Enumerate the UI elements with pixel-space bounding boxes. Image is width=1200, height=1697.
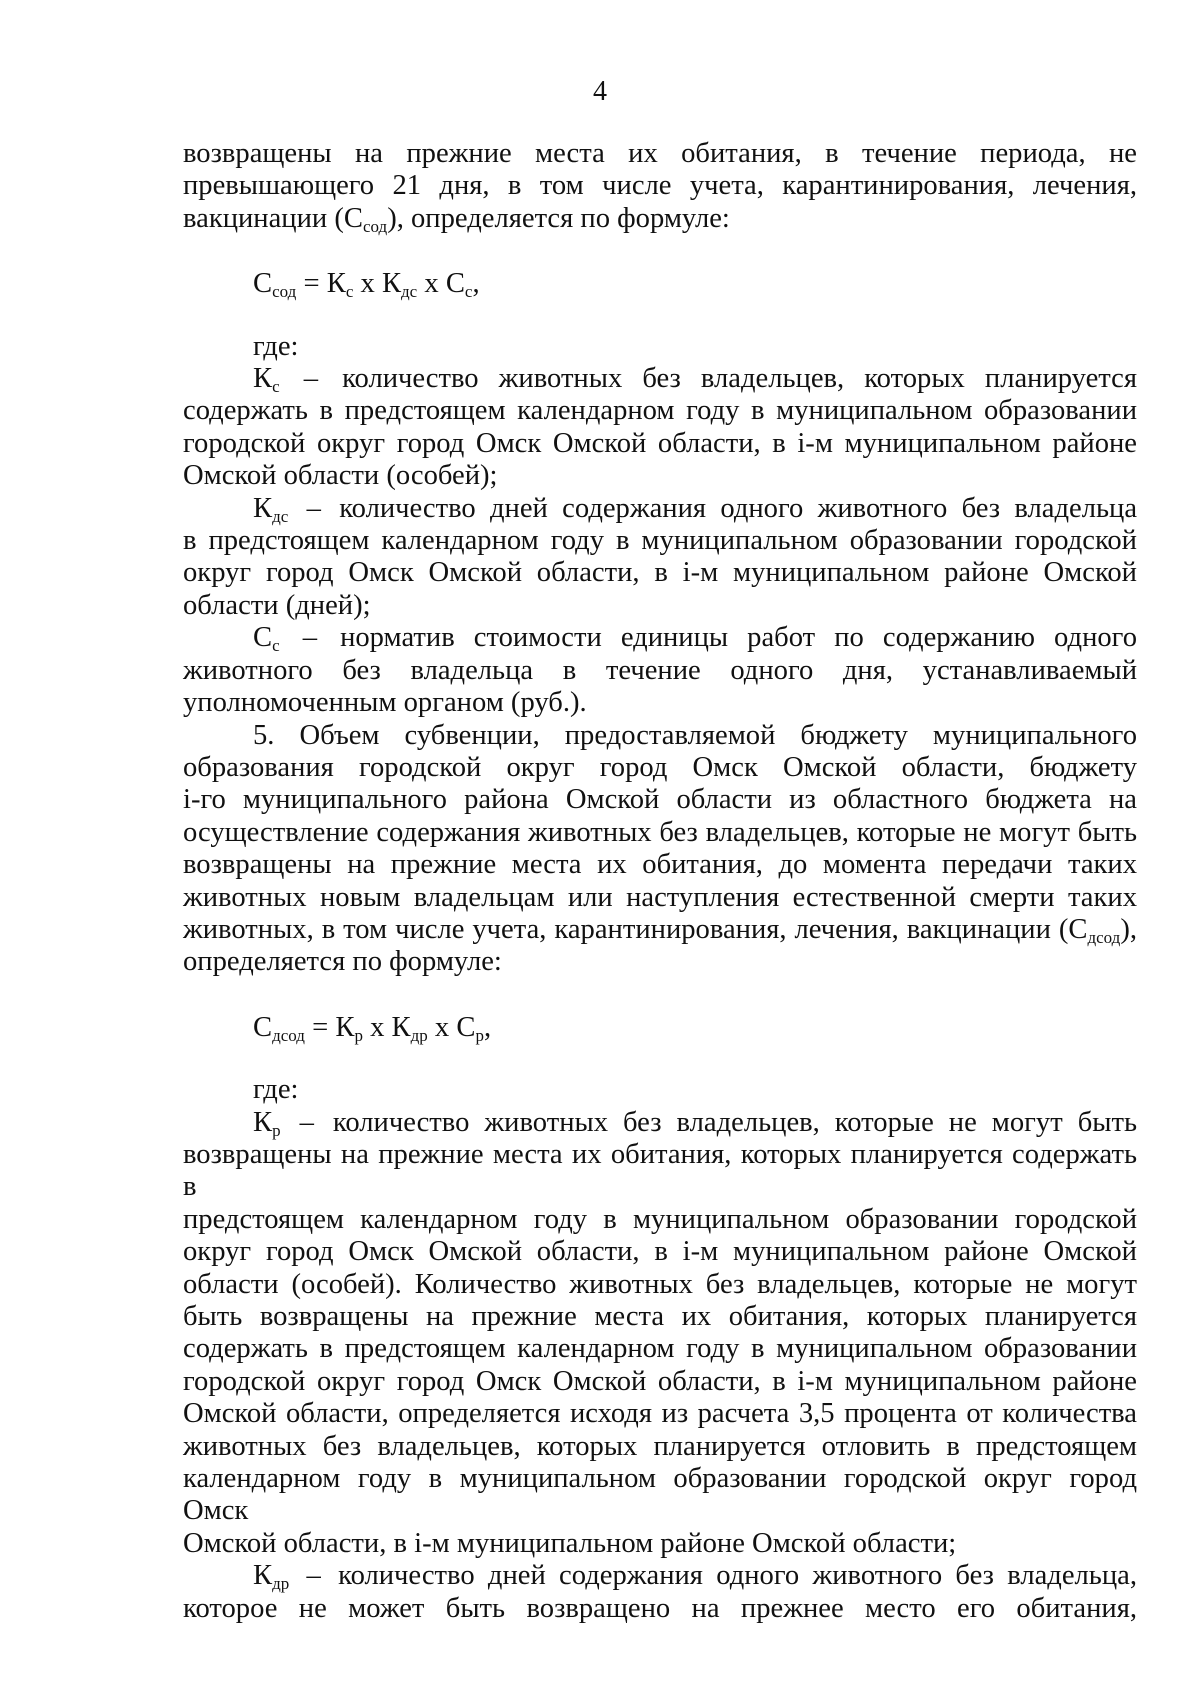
definition-kdr: $К_{др}$ – количество дней содержания одного животного без владельца, которое не может быть возвращено на прежнее место его обитания, [183,1560,1137,1624]
where-label: где: [253,330,299,362]
formula-cdsod: $С_{дсод} = К_р$ х $К_{др}$ х $С_р$, [253,1011,492,1045]
intro-line: возвращены на прежние места их обитания, в течение периода, не [183,138,1137,169]
page-number: 4 [593,76,607,107]
intro-paragraph [183,138,1137,235]
definition-kr: $К_р$ – количество животных без владельцев, которые не могут быть возвращены на прежние места их обитания, которых планируется содержать в предстоящем календарном году в муниципальном образовании городской округ город Омск Омской области, в i-м муниципальном районе Омской области (особей). Количество животных без владельцев, которые не могут быть возвращены на прежние места их обитания, которых планируется содержать в предстоящем календарном году в муниципальном образовании городской округ город Омск Омской области, в i-м муниципальном районе Омской области, определяется исходя из расчета 3,5 процента от количества животных без владельцев, которых планируется отловить в предстоящем календарном году в муниципальном образовании городской округ город Омск Омской области, в i-м муниципальном районе Омской области; [183,1106,1138,1559]
definition-kdc: $К_{дс}$ – количество дней содержания одного животного без владельца в предстоящем календарном году в муниципальном образовании городской округ город Омск Омской области, в i-м муниципальном районе Омской области (дней); [183,492,1138,621]
definition-cc: $С_с$ – норматив стоимости единицы работ по содержанию одного животного без владельца в течение одного дня, устанавливаемый уполномоченным органом (руб.). [183,622,1137,719]
formula-csod: $С_{сод} = К_с$ х $К_{дс}$ х $С_с$, [253,268,480,302]
where-label: где: [253,1074,299,1106]
item-5-paragraph: 5. Объем субвенции, предоставляемой бюджету муниципального образования городской округ город Омск Омской области, бюджету i-го муниципального района Омской области из областного бюджета на осуществление содержания животных без владельцев, которые не могут быть возвращены на прежние места их обитания, до момента передачи таких животных новым владельцам или наступления естественной смерти таких животных, в том числе учета, карантинирования, лечения, вакцинации $(С_{дсод})$, определяется по формуле: [183,719,1137,978]
definition-kc: $К_с$ – количество животных без владельцев, которых планируется содержать в предстоящем календарном году в муниципальном образовании городской округ город Омск Омской области, в i-м муниципальном районе Омской области (особей); [183,363,1137,492]
intro-line: превышающего 21 дня, в том числе учета, карантинирования, лечения, [183,170,1137,202]
document-body [183,138,1137,1625]
intro-line: вакцинации $(С_{сод})$, определяется по формуле: [183,202,730,236]
